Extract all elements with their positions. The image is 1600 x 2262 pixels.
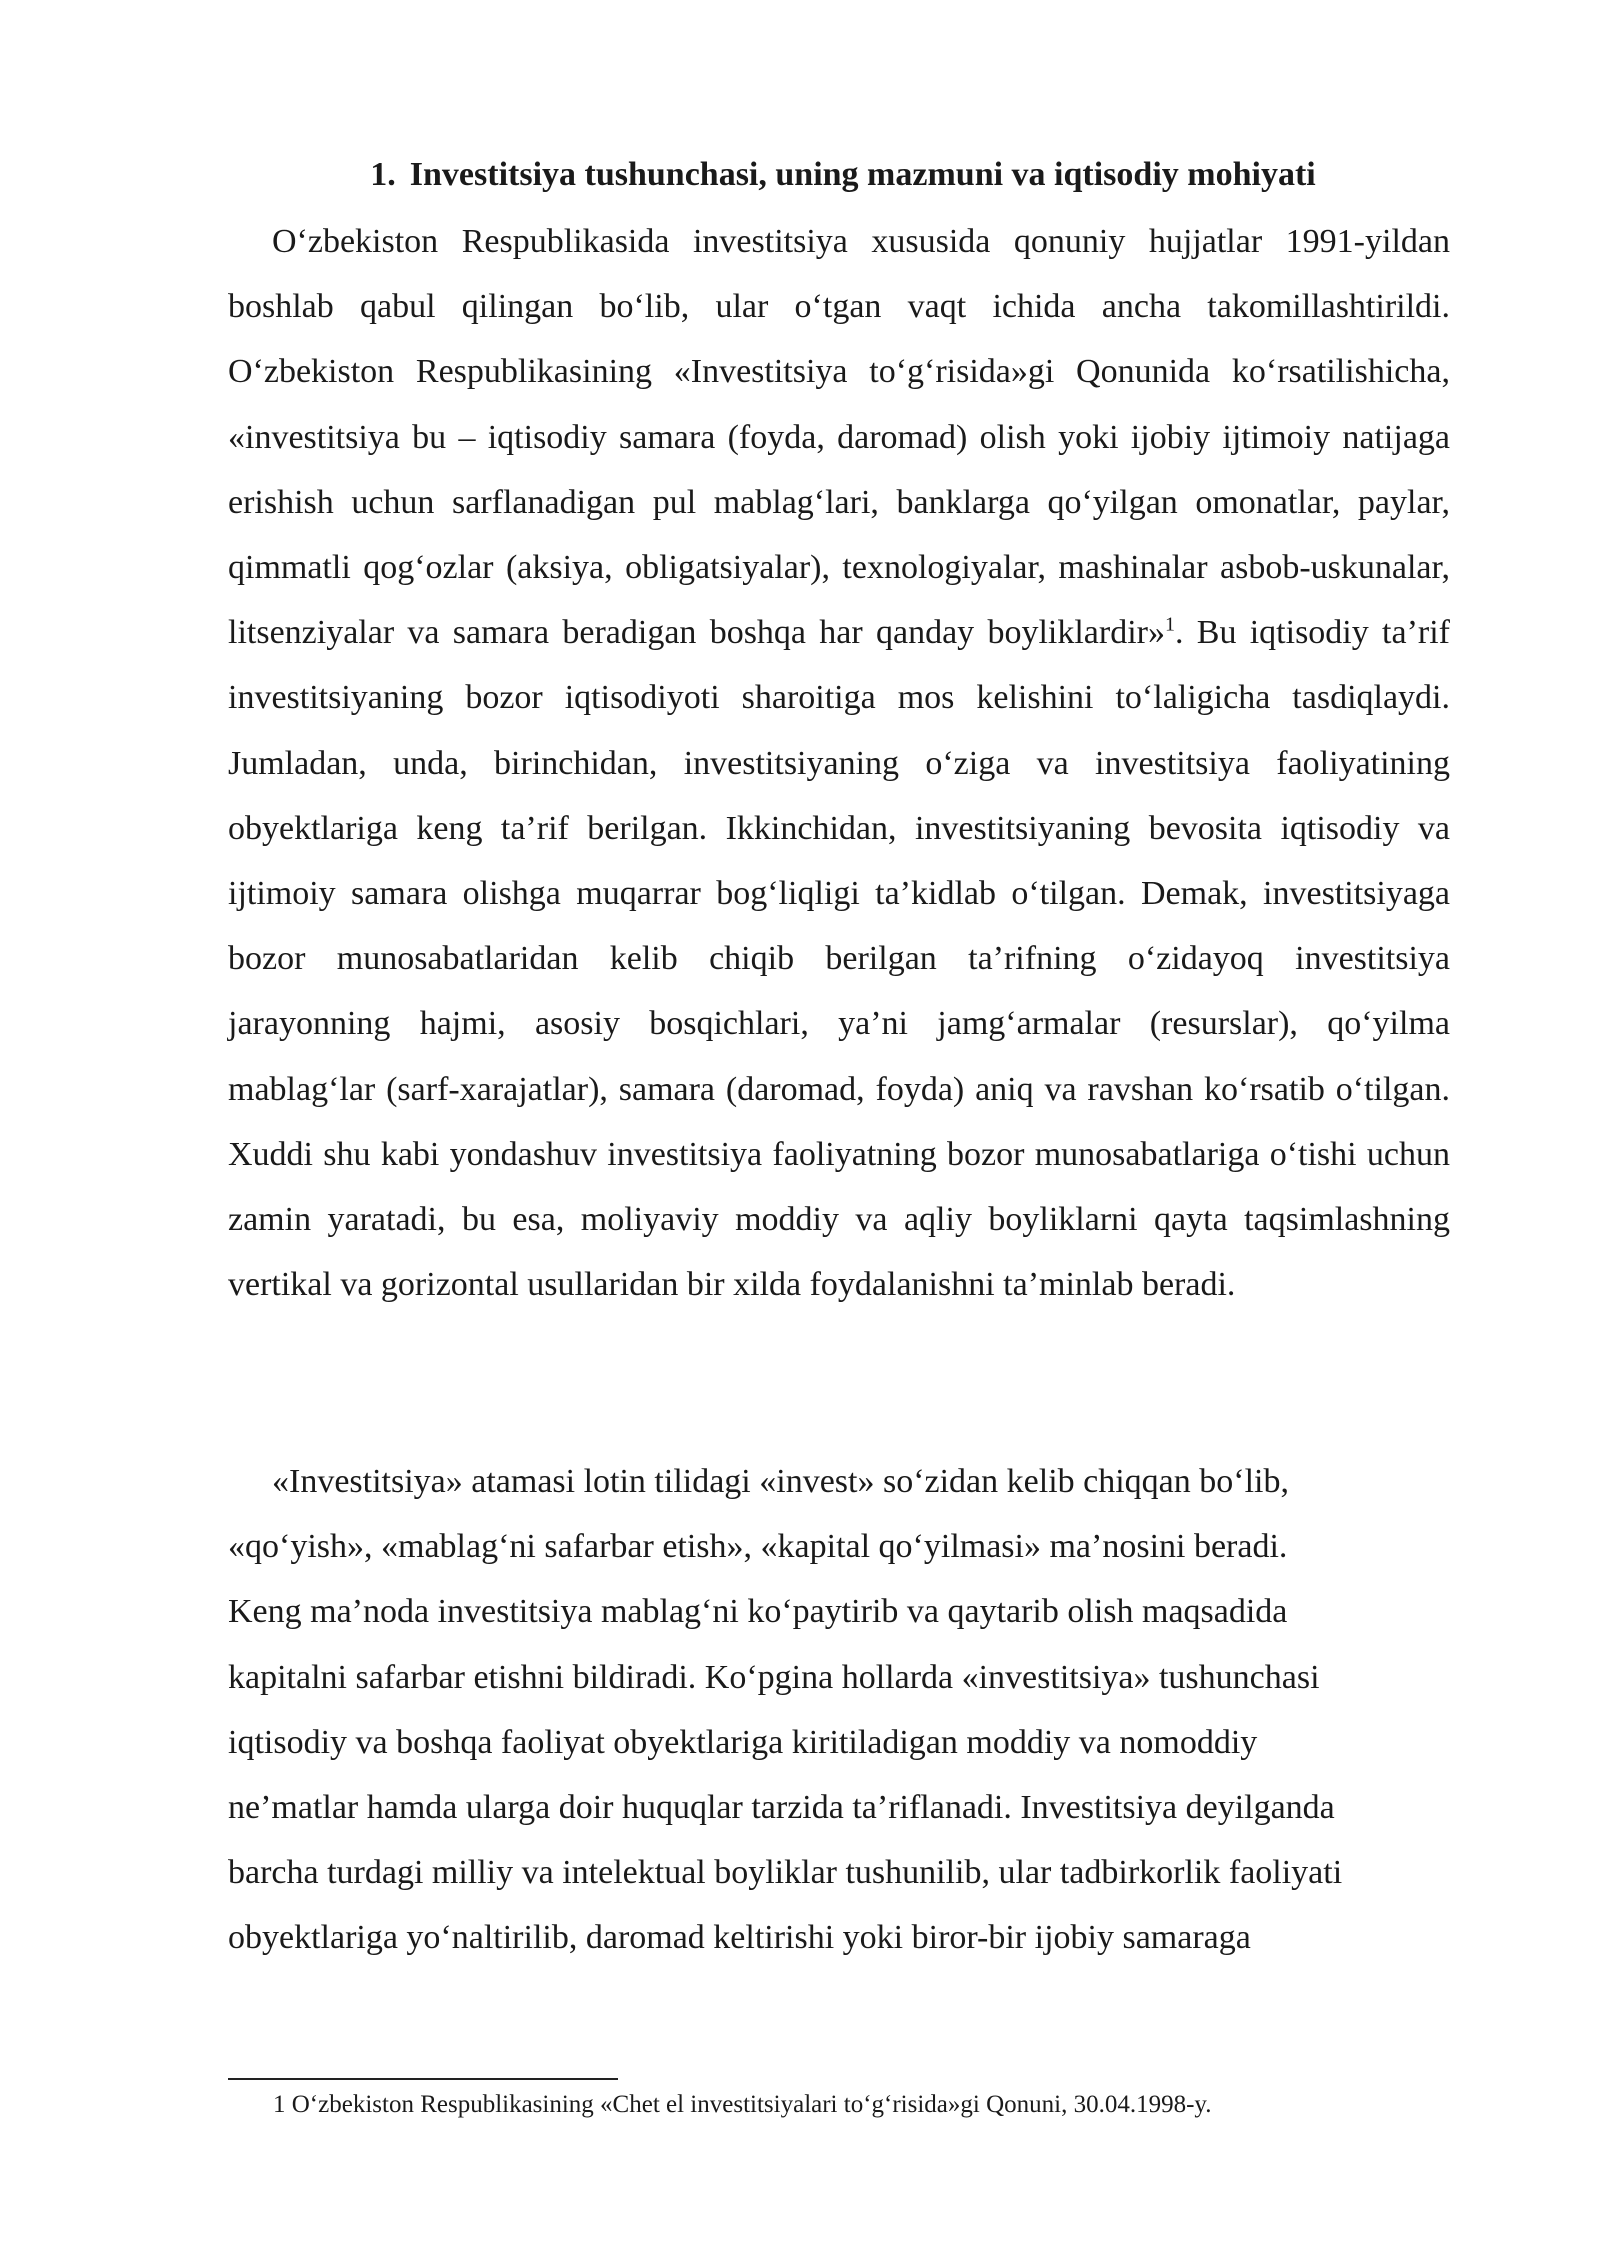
footnote-reference: 1 bbox=[1164, 613, 1175, 636]
paragraph-2-line: Keng ma’noda investitsiya mablag‘ni ko‘paytirib va qaytarib olish maqsadida bbox=[228, 1593, 1288, 1631]
paragraph-1-text-before-note: O‘zbekiston Respublikasida investitsiya xususida qonuniy hujjatlar 1991-yildan boshlab qabul qilingan bo‘lib, ular o‘tgan vaqt ichida ancha takomillashtirildi. O‘zbekiston Respublikasining «Investitsiya to‘g‘risida»gi Qonunida ko‘rsatilishicha, «investitsiya bu – iqtisodiy samara (foyda, daromad) olish yoki ijobiy ijtimoiy natijaga erishish uchun sarflanadigan pul mablag‘lari, banklarga qo‘yilgan omonatlar, paylar, qimmatli qog‘ozlar (aksiya, obligatsiyalar), texnologiyalar, mashinalar asbob-uskunalar, litsenziyalar va samara beradigan boshqa har qanday boyliklardir» bbox=[228, 223, 1450, 652]
paragraph-2-line: iqtisodiy va boshqa faoliyat obyektlariga kiritiladigan moddiy va nomoddiy bbox=[228, 1723, 1258, 1761]
paragraph-1 bbox=[228, 209, 1450, 1317]
paragraph-1-text bbox=[228, 209, 1450, 1317]
footnote-separator bbox=[228, 2078, 618, 2080]
paragraph-2-line: obyektlariga yo‘naltirilib, daromad keltirishi yoki biror-bir ijobiy samaraga bbox=[228, 1919, 1251, 1957]
paragraph-1-text-after-note: . Bu iqtisodiy ta’rif investitsiyaning bozor iqtisodiyoti sharoitiga mos kelishini to‘laligicha tasdiqlaydi. Jumladan, unda, birinchidan, investitsiyaning o‘ziga va investitsiya faoliyatining obyektlariga keng ta’rif berilgan. Ikkinchidan, investitsiyaning bevosita iqtisodiy va ijtimoiy samara olishga muqarrar bog‘liqligi ta’kidlab o‘tilgan. Demak, investitsiyaga bozor munosabatlaridan kelib chiqib berilgan ta’rifning o‘zidayoq investitsiya jarayonning hajmi, asosiy bosqichlari, ya’ni jamg‘armalar (resurslar), qo‘yilma mablag‘lar (sarf-xarajatlar), samara (daromad, foyda) aniq va ravshan ko‘rsatib o‘tilgan. Xuddi shu kabi yondashuv investitsiya faoliyatning bozor munosabatlariga o‘tishi uchun zamin yaratadi, bu esa, moliyaviy moddiy va aqliy boyliklarni qayta taqsimlashning vertikal va gorizontal usullaridan bir xilda foydalanishni ta’minlab beradi. bbox=[228, 614, 1450, 1304]
paragraph-2-line: «qo‘yish», «mablag‘ni safarbar etish», «kapital qo‘yilmasi» ma’nosini beradi. bbox=[228, 1528, 1288, 1566]
paragraph-2-line: barcha turdagi milliy va intelektual boyliklar tushunilib, ular tadbirkorlik faoliyati bbox=[228, 1854, 1343, 1892]
footnote: 1 O‘zbekiston Respublikasining «Chet el investitsiyalari to‘g‘risida»gi Qonuni, 30.04.1998-y. bbox=[273, 2091, 1212, 2118]
paragraph-2-line: ne’matlar hamda ularga doir huquqlar tarzida ta’riflanadi. Investitsiya deyilganda bbox=[228, 1788, 1335, 1826]
paragraph-2 bbox=[228, 1449, 1468, 1971]
paragraph-2-line: «Investitsiya» atamasi lotin tilidagi «invest» so‘zidan kelib chiqqan bo‘lib, bbox=[272, 1463, 1289, 1500]
section-heading bbox=[228, 150, 1458, 200]
paragraph-2-line: kapitalni safarbar etishni bildiradi. Ko‘pgina hollarda «investitsiya» tushunchasi bbox=[228, 1658, 1320, 1696]
section-title: Investitsiya tushunchasi, uning mazmuni va iqtisodiy mohiyati bbox=[409, 156, 1316, 193]
section-number: 1. bbox=[370, 156, 396, 193]
